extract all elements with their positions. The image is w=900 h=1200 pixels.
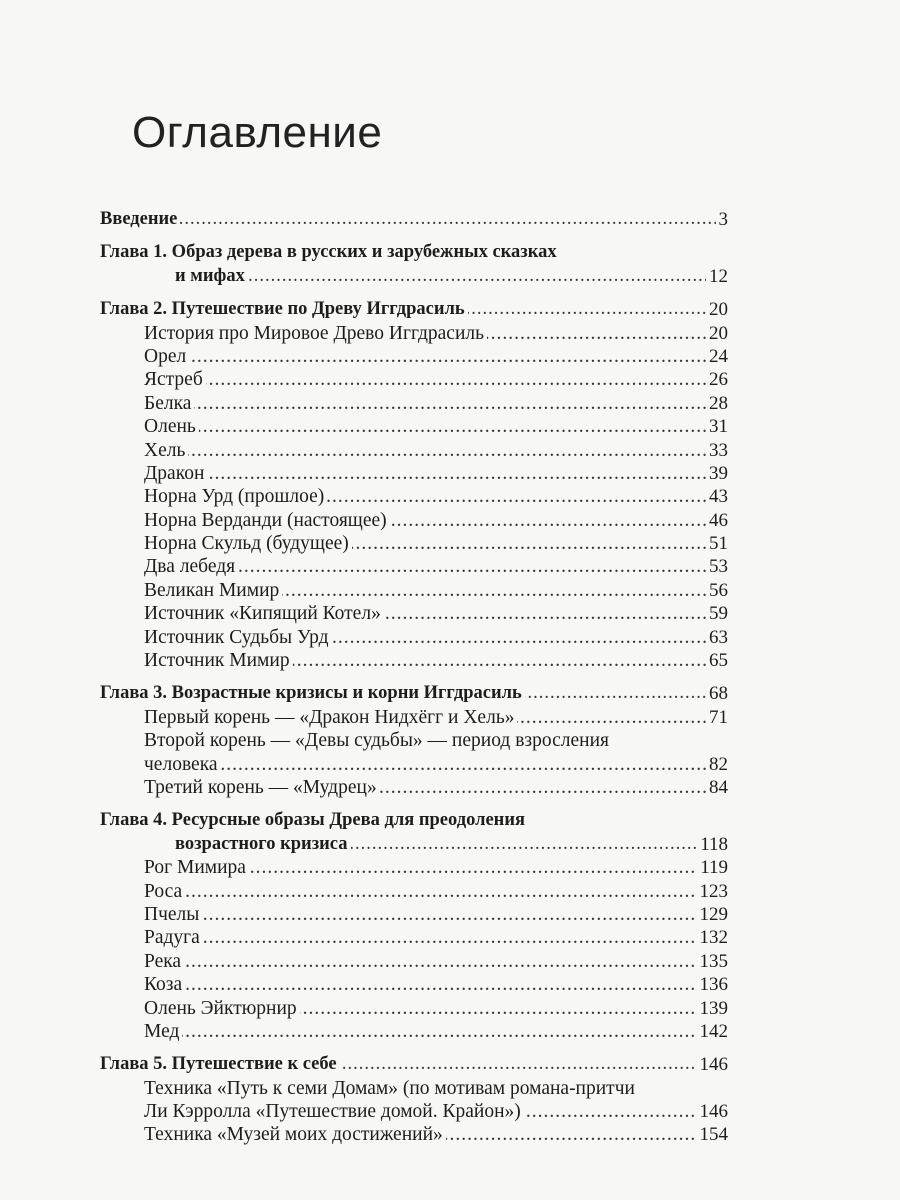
toc-entry bbox=[100, 485, 728, 508]
dot-leader bbox=[144, 392, 728, 415]
dot-leader bbox=[144, 973, 728, 996]
chapter-title: Глава 1. Образ дерева в русских и зарубежных сказках bbox=[100, 241, 560, 264]
page-number: 146 bbox=[697, 1053, 729, 1076]
page-number: 63 bbox=[706, 626, 728, 649]
toc-entry bbox=[100, 682, 728, 705]
page-number: 56 bbox=[706, 579, 728, 602]
page-number: 139 bbox=[697, 997, 729, 1020]
toc-entry bbox=[100, 322, 728, 345]
page-number: 123 bbox=[697, 880, 729, 903]
page-number: 24 bbox=[706, 345, 728, 368]
toc-entry bbox=[100, 462, 728, 485]
chapter-title: Глава 4. Ресурсные образы Древа для преодоления bbox=[100, 809, 528, 832]
section-title: Третий корень — «Мудрец» bbox=[144, 776, 380, 799]
page-number: 20 bbox=[706, 298, 728, 321]
toc-entry bbox=[100, 1100, 728, 1123]
toc-entry bbox=[100, 776, 728, 799]
toc-entry bbox=[100, 729, 728, 752]
page-number: 53 bbox=[706, 555, 728, 578]
section-title: Пчелы bbox=[144, 903, 202, 926]
toc-entry bbox=[100, 626, 728, 649]
page-number: 43 bbox=[706, 485, 728, 508]
page-number: 28 bbox=[706, 392, 728, 415]
dot-leader bbox=[144, 880, 728, 903]
section-title: Норна Урд (прошлое) bbox=[144, 485, 327, 508]
page-number: 142 bbox=[697, 1020, 729, 1043]
table-of-contents bbox=[100, 208, 728, 1147]
section-title: Техника «Путь к семи Домам» (по мотивам романа-притчи bbox=[144, 1077, 638, 1100]
page-number: 59 bbox=[706, 602, 728, 625]
dot-leader bbox=[144, 439, 728, 462]
section-title: Орел bbox=[144, 345, 189, 368]
toc-entry bbox=[100, 555, 728, 578]
chapter-title: Введение bbox=[100, 208, 180, 231]
toc-entry bbox=[100, 809, 728, 832]
page-number: 3 bbox=[716, 208, 729, 231]
toc-entry bbox=[100, 1123, 728, 1146]
section-title: Река bbox=[144, 950, 184, 973]
toc-entry bbox=[100, 579, 728, 602]
section-title: Норна Скульд (будущее) bbox=[144, 532, 352, 555]
page-number: 12 bbox=[706, 265, 728, 288]
toc-entry bbox=[100, 602, 728, 625]
page-number: 146 bbox=[697, 1100, 729, 1123]
toc-entry bbox=[100, 833, 728, 856]
toc-entry bbox=[100, 509, 728, 532]
page-number: 20 bbox=[706, 322, 728, 345]
toc-entry bbox=[100, 706, 728, 729]
dot-leader bbox=[144, 903, 728, 926]
page-number: 82 bbox=[706, 753, 728, 776]
toc-entry bbox=[100, 241, 728, 264]
page-number: 33 bbox=[706, 439, 728, 462]
section-title: Хель bbox=[144, 439, 188, 462]
page-number: 46 bbox=[706, 509, 728, 532]
chapter-title: возрастного кризиса bbox=[175, 833, 351, 856]
toc-entry bbox=[100, 997, 728, 1020]
toc-entry bbox=[100, 880, 728, 903]
toc-entry bbox=[100, 368, 728, 391]
section-title: Дракон bbox=[144, 462, 207, 485]
toc-entry bbox=[100, 973, 728, 996]
toc-entry bbox=[100, 298, 728, 321]
section-title: Источник Судьбы Урд bbox=[144, 626, 332, 649]
section-title: История про Мировое Древо Иггдрасиль bbox=[144, 322, 487, 345]
dot-leader bbox=[100, 208, 728, 231]
chapter-title: Глава 2. Путешествие по Древу Иггдрасиль bbox=[100, 298, 468, 321]
toc-entry bbox=[100, 439, 728, 462]
toc-entry bbox=[100, 265, 728, 288]
page-number: 119 bbox=[697, 856, 728, 879]
section-title: Роса bbox=[144, 880, 185, 903]
section-title: Техника «Музей моих достижений» bbox=[144, 1123, 446, 1146]
page-number: 132 bbox=[697, 926, 729, 949]
section-title: Великан Мимир bbox=[144, 579, 282, 602]
toc-entry bbox=[100, 903, 728, 926]
page-title: Оглавление bbox=[132, 108, 383, 157]
section-title: Олень Эйктюрнир bbox=[144, 997, 300, 1020]
chapter-title: Глава 5. Путешествие к себе bbox=[100, 1053, 340, 1076]
toc-entry bbox=[100, 753, 728, 776]
page-number: 65 bbox=[706, 649, 728, 672]
page-number: 84 bbox=[706, 776, 728, 799]
dot-leader bbox=[144, 753, 728, 776]
section-title: Ли Кэрролла «Путешествие домой. Крайон») bbox=[144, 1100, 524, 1123]
page-number: 26 bbox=[706, 368, 728, 391]
section-title: Коза bbox=[144, 973, 185, 996]
toc-entry bbox=[100, 1020, 728, 1043]
section-title: Норна Верданди (настоящее) bbox=[144, 509, 390, 532]
page-number: 136 bbox=[697, 973, 729, 996]
dot-leader bbox=[144, 950, 728, 973]
section-title: Второй корень — «Девы судьбы» — период взросления bbox=[144, 729, 612, 752]
toc-entry bbox=[100, 856, 728, 879]
page-number: 154 bbox=[697, 1123, 729, 1146]
page-number: 129 bbox=[697, 903, 729, 926]
toc-entry bbox=[100, 345, 728, 368]
toc-entry bbox=[100, 1053, 728, 1076]
toc-entry bbox=[100, 1077, 728, 1100]
section-title: Олень bbox=[144, 415, 199, 438]
page-number: 39 bbox=[706, 462, 728, 485]
chapter-title: и мифах bbox=[175, 265, 248, 288]
section-title: Рог Мимира bbox=[144, 856, 249, 879]
page-number: 68 bbox=[706, 682, 728, 705]
toc-entry bbox=[100, 392, 728, 415]
dot-leader bbox=[144, 926, 728, 949]
dot-leader bbox=[144, 462, 728, 485]
section-title: Мед bbox=[144, 1020, 182, 1043]
section-title: Источник Мимир bbox=[144, 649, 293, 672]
dot-leader bbox=[144, 368, 728, 391]
toc-entry bbox=[100, 950, 728, 973]
section-title: человека bbox=[144, 753, 221, 776]
toc-entry bbox=[100, 649, 728, 672]
page-number: 135 bbox=[697, 950, 729, 973]
page-number: 31 bbox=[706, 415, 728, 438]
toc-entry bbox=[100, 532, 728, 555]
section-title: Первый корень — «Дракон Нидхёгг и Хель» bbox=[144, 706, 517, 729]
dot-leader bbox=[144, 415, 728, 438]
section-title: Источник «Кипящий Котел» bbox=[144, 602, 384, 625]
section-title: Белка bbox=[144, 392, 194, 415]
toc-entry bbox=[100, 926, 728, 949]
section-title: Ястреб bbox=[144, 368, 206, 391]
dot-leader bbox=[144, 345, 728, 368]
toc-entry bbox=[100, 208, 728, 231]
toc-entry bbox=[100, 415, 728, 438]
section-title: Два лебедя bbox=[144, 555, 238, 578]
section-title: Радуга bbox=[144, 926, 203, 949]
dot-leader bbox=[144, 1020, 728, 1043]
dot-leader bbox=[175, 265, 728, 288]
page-number: 71 bbox=[706, 706, 728, 729]
page-number: 51 bbox=[706, 532, 728, 555]
page-number: 118 bbox=[697, 833, 728, 856]
chapter-title: Глава 3. Возрастные кризисы и корни Иггдрасиль bbox=[100, 682, 525, 705]
